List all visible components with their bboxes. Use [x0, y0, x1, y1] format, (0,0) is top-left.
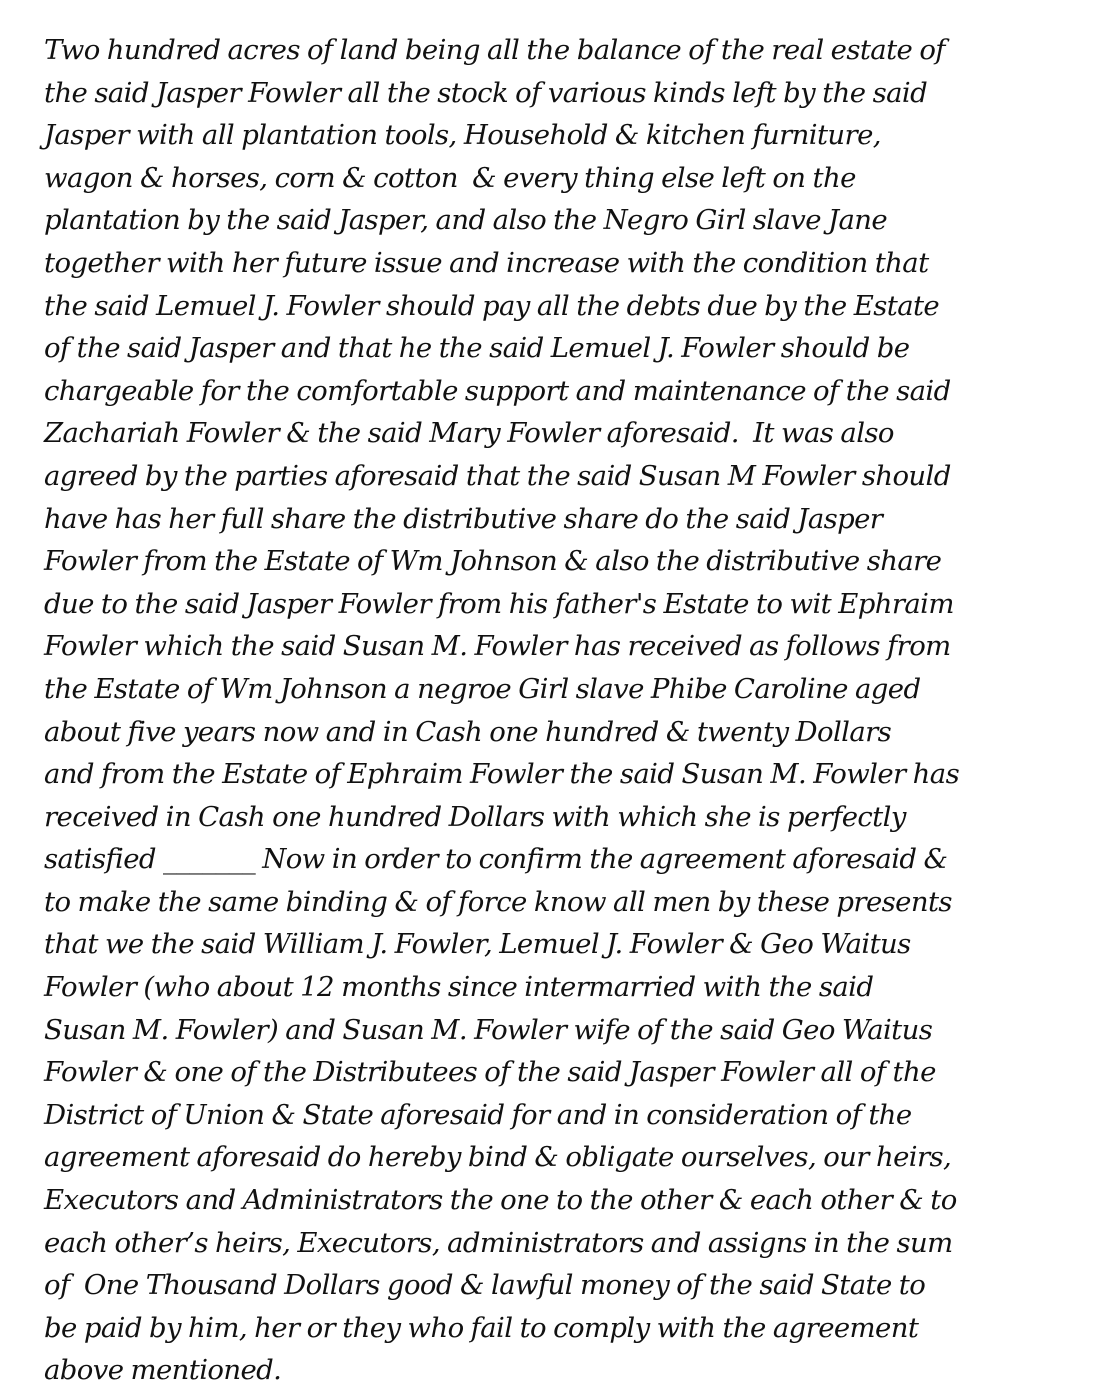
text-line: about five years now and in Cash one hundred & twenty Dollars [44, 715, 892, 748]
text-line: to make the same binding & of force know all men by these presents [44, 885, 952, 918]
text-line: agreed by the parties aforesaid that the said Susan M Fowler should [44, 459, 951, 492]
text-line: Fowler from the Estate of Wm Johnson & also the distributive share [44, 545, 942, 578]
text-line: Fowler which the said Susan M. Fowler has received as follows from [44, 630, 951, 663]
text-line: Fowler & one of the Distributees of the said Jasper Fowler all of the [44, 1056, 936, 1089]
text-line: and from the Estate of Ephraim Fowler the said Susan M. Fowler has [44, 758, 960, 791]
text-line: Susan M. Fowler) and Susan M. Fowler wife of the said Geo Waitus [44, 1013, 933, 1046]
text-line: satisfied _______ Now in order to confirm the agreement aforesaid & [44, 843, 948, 876]
text-line: Executors and Administrators the one to the other & each other & to [44, 1184, 957, 1217]
text-line: be paid by him, her or they who fail to comply with the agreement [44, 1311, 919, 1344]
text-line: District of Union & State aforesaid for and in consideration of the [44, 1098, 912, 1131]
text-line: the Estate of Wm Johnson a negroe Girl slave Phibe Caroline aged [44, 672, 921, 705]
text-line: plantation by the said Jasper, and also the Negro Girl slave Jane [44, 204, 888, 237]
text-line: wagon & horses, corn & cotton & every thing else left on the [44, 161, 856, 194]
text-line: received in Cash one hundred Dollars with which she is perfectly [44, 800, 906, 833]
text-line: agreement aforesaid do hereby bind & obligate ourselves, our heirs, [44, 1141, 952, 1174]
text-line: the said Jasper Fowler all the stock of various kinds left by the said [44, 76, 928, 109]
text-line: have has her full share the distributive share do the said Jasper [44, 502, 883, 535]
text-line: each other’s heirs, Executors, administrators and assigns in the sum [44, 1226, 953, 1259]
text-line: that we the said William J. Fowler, Lemuel J. Fowler & Geo Waitus [44, 928, 911, 961]
text-line: above mentioned. [44, 1354, 282, 1387]
text-line: Fowler (who about 12 months since intermarried with the said [44, 971, 874, 1004]
text-line: Zachariah Fowler & the said Mary Fowler aforesaid. It was also [44, 417, 894, 450]
text-line: together with her future issue and increase with the condition that [44, 246, 929, 279]
text-line: Jasper with all plantation tools, Household & kitchen furniture, [44, 119, 881, 152]
text-line: chargeable for the comfortable support and maintenance of the said [44, 374, 951, 407]
text-line: due to the said Jasper Fowler from his father's Estate to wit Ephraim [44, 587, 954, 620]
transcription-text [44, 29, 1104, 1392]
text-line: of the said Jasper and that he the said Lemuel J. Fowler should be [44, 332, 910, 365]
text-line: Two hundred acres of land being all the balance of the real estate of [44, 34, 945, 66]
text-line: of One Thousand Dollars good & lawful money of the said State to [44, 1269, 926, 1302]
text-line: the said Lemuel J. Fowler should pay all the debts due by the Estate [44, 289, 940, 322]
